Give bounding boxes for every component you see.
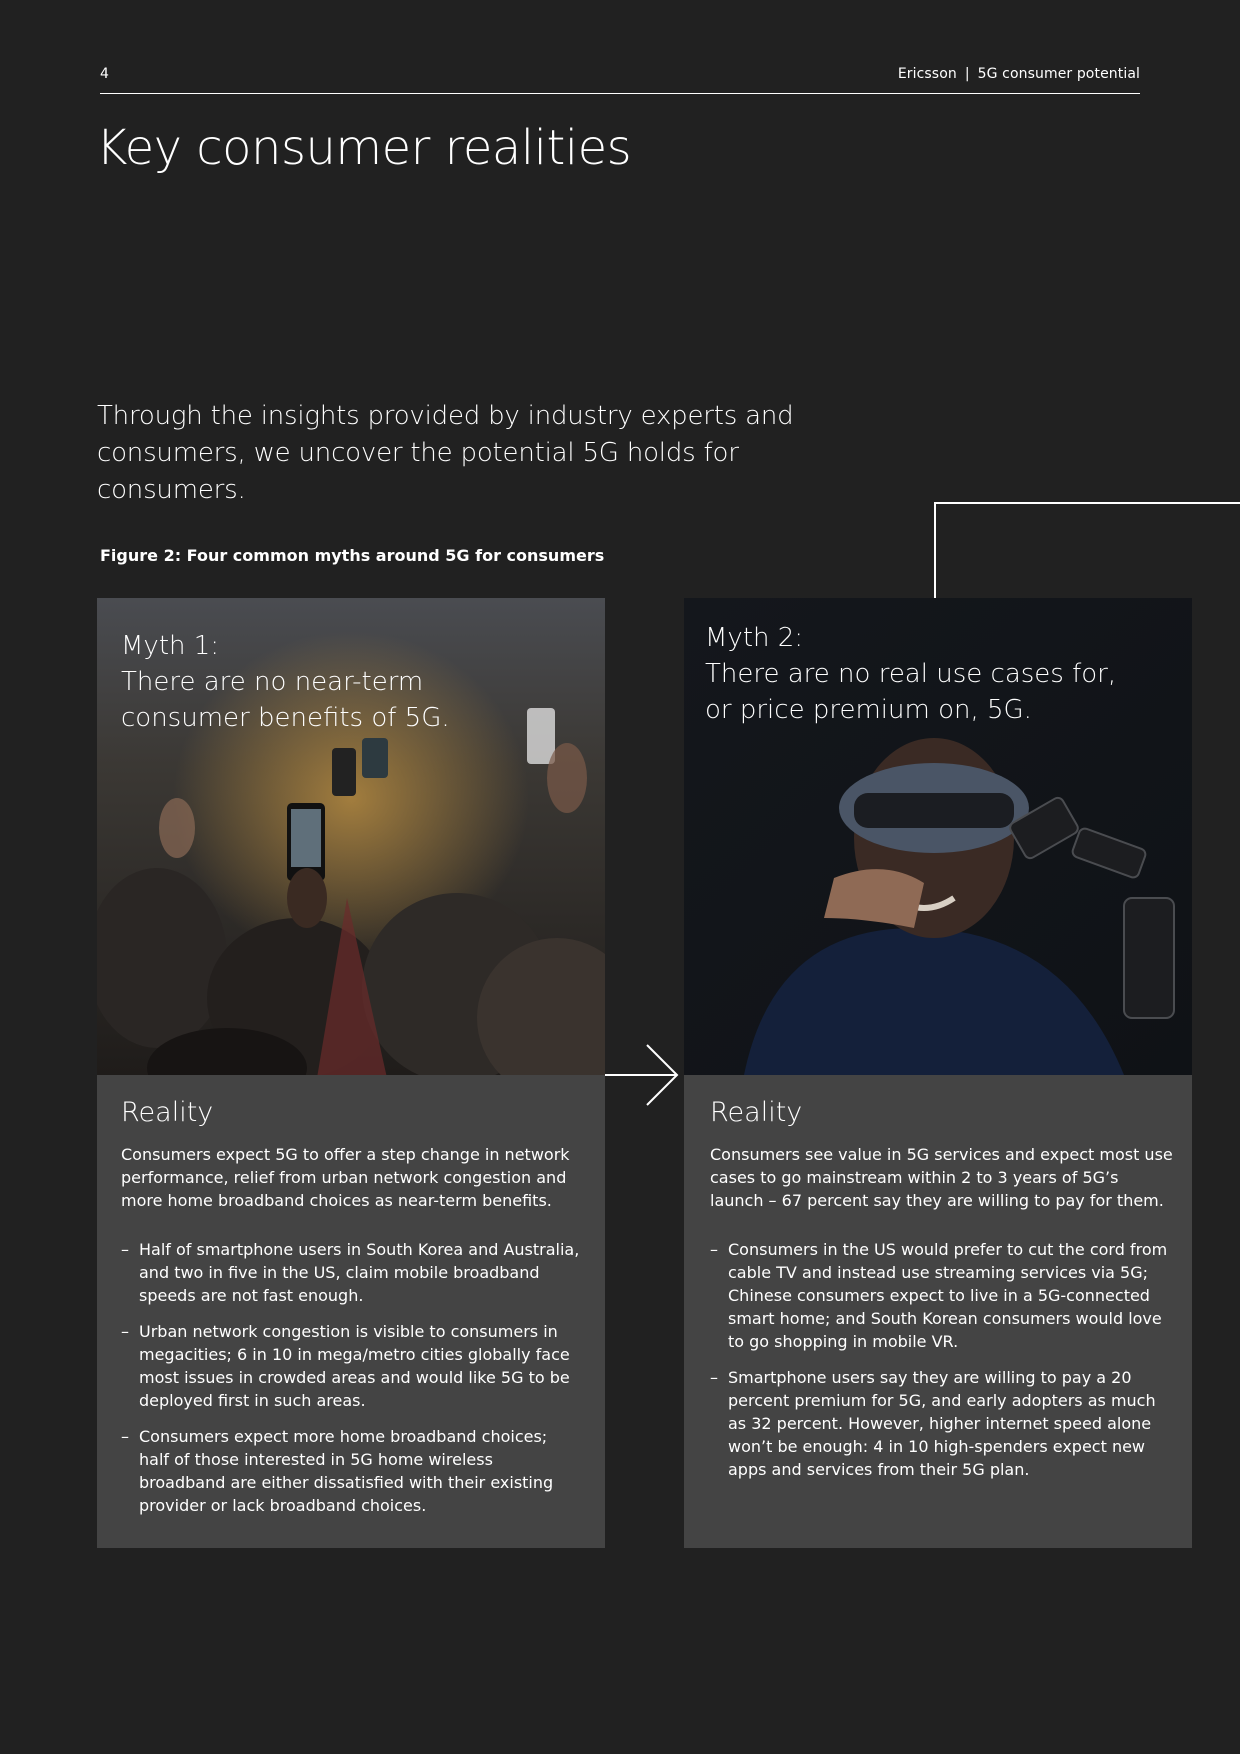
- myth-label: Myth 2:: [705, 623, 804, 653]
- bullet-text: Smartphone users say they are willing to pay a 20 percent premium for 5G, and early adopters as much as 32 percent. However, higher internet speed alone won’t be enough: 4 in 10 high-spenders expect new apps and services from their 5G plan.: [728, 1368, 1156, 1479]
- list-item: [710, 1238, 1174, 1353]
- page-title: Key consumer realities: [96, 120, 632, 176]
- running-header: [898, 66, 1140, 82]
- decorative-line-vertical: [934, 502, 936, 598]
- myth-label: Myth 1:: [121, 631, 220, 661]
- myth-line: There are no near-term: [121, 667, 424, 697]
- myth-line: There are no real use cases for,: [705, 659, 1117, 689]
- list-item: [121, 1320, 581, 1412]
- reality-summary: Consumers see value in 5G services and expect most use cases to go mainstream within 2 to 3 years of 5G’s launch – 67 percent say they are willing to pay for them.: [710, 1145, 1173, 1210]
- myth-card-1: [97, 598, 605, 1548]
- bullet-dash: –: [121, 1427, 129, 1446]
- bullet-list: [710, 1238, 1174, 1481]
- arrow-right-icon: [605, 1043, 681, 1107]
- company-name: Ericsson: [897, 66, 957, 82]
- reality-section: [684, 1075, 1192, 1481]
- myth-line: consumer benefits of 5G.: [121, 703, 450, 733]
- figure-caption: Figure 2: Four common myths around 5G for consumers: [100, 546, 605, 565]
- myth-statement: [705, 620, 1175, 728]
- crowd-photo: [97, 598, 605, 1075]
- bullet-dash: –: [710, 1240, 718, 1259]
- bullet-list: [121, 1238, 581, 1517]
- bullet-dash: –: [121, 1240, 129, 1259]
- bullet-dash: –: [121, 1322, 129, 1341]
- myth-statement: [121, 628, 591, 736]
- bullet-dash: –: [710, 1368, 718, 1387]
- myth-line: or price premium on, 5G.: [705, 695, 1032, 725]
- list-item: [121, 1238, 581, 1307]
- bullet-text: Urban network congestion is visible to consumers in megacities; 6 in 10 in mega/metro cities globally face most issues in crowded areas and would like 5G to be deployed first in such areas.: [139, 1322, 570, 1410]
- vr-headset-photo: [684, 598, 1192, 1075]
- page-number: 4: [100, 66, 109, 82]
- decorative-line-horizontal: [934, 502, 1240, 504]
- header-divider: [100, 93, 1140, 94]
- reality-title: Reality: [710, 1097, 803, 1128]
- intro-paragraph: Through the insights provided by industry experts and consumers, we uncover the potential 5G holds for consumers.: [97, 401, 794, 505]
- header-separator: |: [964, 66, 970, 82]
- reality-section: [97, 1075, 605, 1517]
- bullet-text: Consumers in the US would prefer to cut the cord from cable TV and instead use streaming services via 5G; Chinese consumers expect to live in a 5G-connected smart home; and South Korean consumers would love to go shopping in mobile VR.: [728, 1240, 1168, 1351]
- list-item: [121, 1425, 581, 1517]
- reality-summary: Consumers expect 5G to offer a step change in network performance, relief from urban network congestion and more home broadband choices as near-term benefits.: [121, 1145, 570, 1210]
- myth-card-2: [684, 598, 1192, 1548]
- bullet-text: Half of smartphone users in South Korea and Australia, and two in five in the US, claim mobile broadband speeds are not fast enough.: [139, 1240, 580, 1305]
- bullet-text: Consumers expect more home broadband choices; half of those interested in 5G home wireless broadband are either dissatisfied with their existing provider or lack broadband choices.: [139, 1427, 554, 1515]
- reality-title: Reality: [121, 1097, 214, 1128]
- list-item: [710, 1366, 1174, 1481]
- report-title: 5G consumer potential: [977, 66, 1140, 82]
